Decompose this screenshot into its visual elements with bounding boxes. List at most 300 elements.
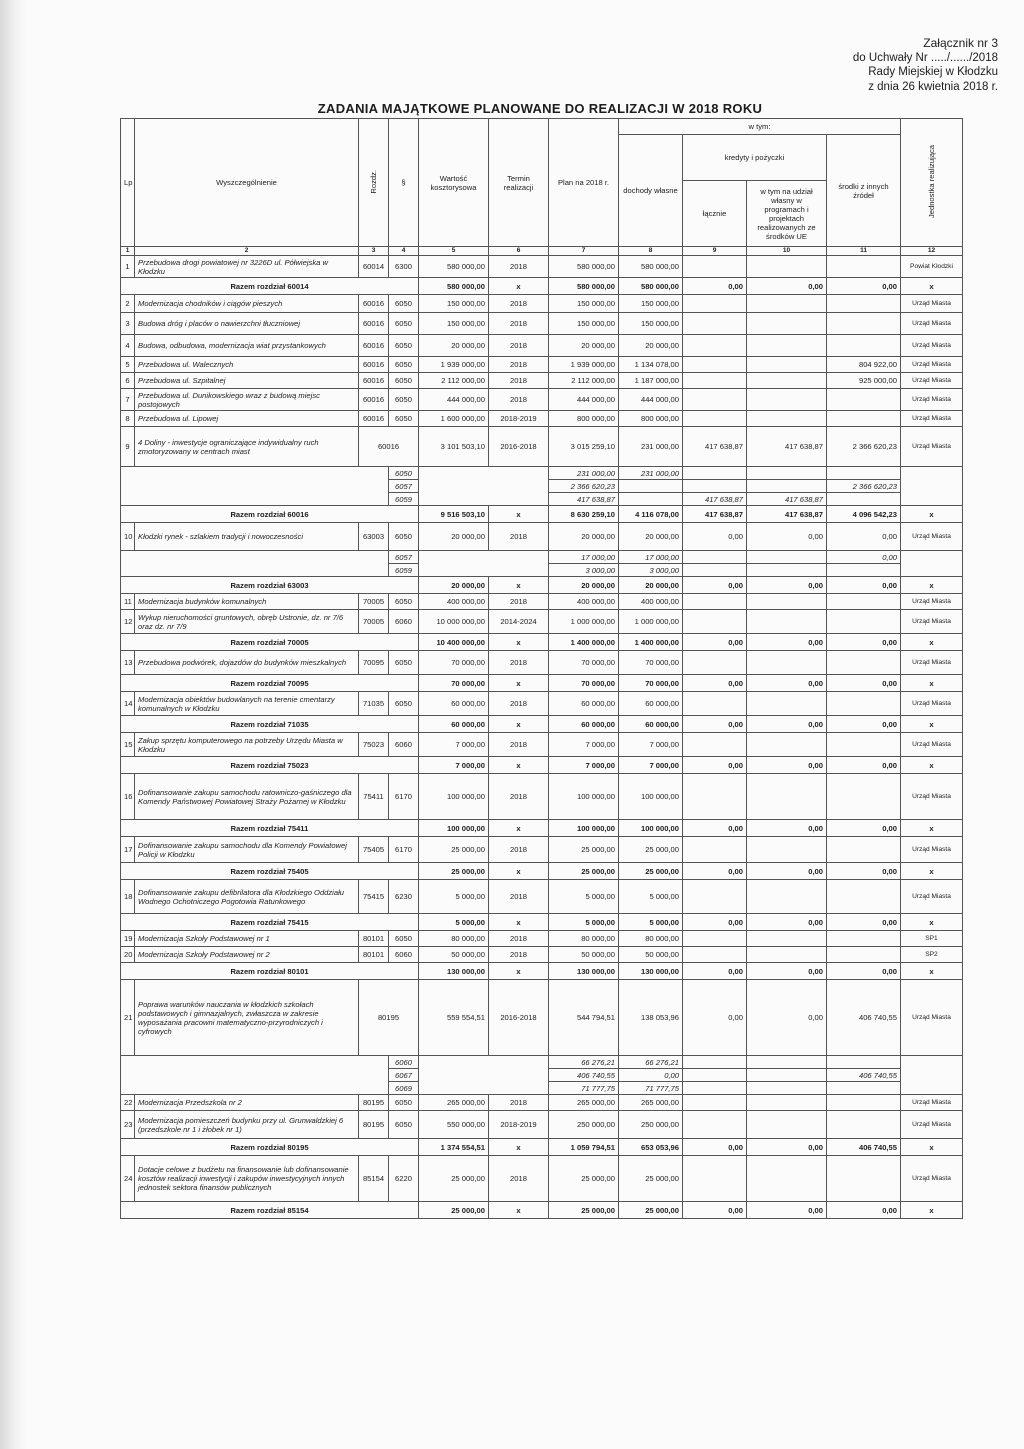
row-number: 4: [121, 335, 135, 357]
loans-total: [683, 1095, 747, 1111]
chapter-code: 80195: [359, 1111, 389, 1139]
own-revenue: 580 000,00: [619, 256, 683, 278]
paragraph-code: 6050: [389, 692, 419, 716]
paragraph-code: 6060: [389, 1056, 419, 1069]
own-revenue: 20 000,00: [619, 577, 683, 594]
other-sources: [827, 564, 901, 577]
cost-estimate: 5 000,00: [419, 880, 489, 914]
table-row: [121, 335, 963, 357]
plan-2018: 50 000,00: [549, 947, 619, 963]
cost-estimate: 3 101 503,10: [419, 427, 489, 467]
cost-estimate: 9 516 503,10: [419, 506, 489, 523]
table-row: [121, 523, 963, 551]
plan-2018: 66 276,21: [549, 1056, 619, 1069]
col-own-revenue: dochody własne: [619, 135, 683, 247]
chapter-code: 70005: [359, 594, 389, 610]
own-revenue: 800 000,00: [619, 411, 683, 427]
other-sources: 0,00: [827, 863, 901, 880]
other-sources: [827, 733, 901, 757]
chapter-total-row: [121, 863, 963, 880]
plan-2018: 8 630 259,10: [549, 506, 619, 523]
cost-estimate: 550 000,00: [419, 1111, 489, 1139]
blank-cell: [419, 551, 549, 577]
other-sources: [827, 947, 901, 963]
table-row: [121, 692, 963, 716]
loans-total: 0,00: [683, 863, 747, 880]
cost-estimate: 25 000,00: [419, 1202, 489, 1219]
executing-unit: x: [901, 863, 963, 880]
eu-share: [747, 480, 827, 493]
cost-estimate: 100 000,00: [419, 774, 489, 820]
executing-unit: Urząd Miasta: [901, 1156, 963, 1202]
blank-cell: [901, 467, 963, 506]
eu-share: [747, 610, 827, 634]
deadline: 2016-2018: [489, 427, 549, 467]
cost-estimate: 50 000,00: [419, 947, 489, 963]
eu-share: 417 638,87: [747, 506, 827, 523]
chapter-total-row: [121, 1139, 963, 1156]
chapter-total-row: [121, 1202, 963, 1219]
chapter-total-label: Razem rozdział 80195: [121, 1139, 419, 1156]
plan-2018: 20 000,00: [549, 577, 619, 594]
chapter-total-label: Razem rozdział 70095: [121, 675, 419, 692]
eu-share: 0,00: [747, 716, 827, 733]
executing-unit: x: [901, 914, 963, 931]
eu-share: 0,00: [747, 980, 827, 1056]
row-number: 21: [121, 980, 135, 1056]
column-number: 10: [747, 247, 827, 256]
document-title: ZADANIA MAJĄTKOWE PLANOWANE DO REALIZACJI W 2018 ROKU: [317, 101, 763, 116]
paragraph-code: 6170: [389, 774, 419, 820]
executing-unit: x: [901, 1202, 963, 1219]
paragraph-code: 6050: [389, 295, 419, 313]
loans-total: [683, 551, 747, 564]
task-description: Przebudowa drogi powiatowej nr 3226D ul. Półwiejska w Kłodzku: [135, 256, 359, 278]
eu-share: [747, 389, 827, 411]
loans-total: 0,00: [683, 963, 747, 980]
plan-2018: 580 000,00: [549, 256, 619, 278]
loans-total: 0,00: [683, 675, 747, 692]
table-row: [121, 610, 963, 634]
other-sources: 0,00: [827, 634, 901, 651]
cost-estimate: 70 000,00: [419, 651, 489, 675]
cost-estimate: 10 400 000,00: [419, 634, 489, 651]
own-revenue: 20 000,00: [619, 335, 683, 357]
eu-share: 0,00: [747, 820, 827, 837]
plan-2018: 150 000,00: [549, 295, 619, 313]
own-revenue: 1 000 000,00: [619, 610, 683, 634]
other-sources: [827, 692, 901, 716]
executing-unit: Urząd Miasta: [901, 1095, 963, 1111]
plan-2018: 1 400 000,00: [549, 634, 619, 651]
task-description: Budowa dróg i placów o nawierzchni tłuczniowej: [135, 313, 359, 335]
table-row: [121, 295, 963, 313]
paragraph-code: 6060: [389, 610, 419, 634]
other-sources: [827, 594, 901, 610]
col-executing-unit-label: Jednostka realizująca: [927, 144, 936, 219]
paragraph-code: 6050: [389, 373, 419, 389]
row-number: 12: [121, 610, 135, 634]
eu-share: [747, 1111, 827, 1139]
chapter-code: 75415: [359, 880, 389, 914]
column-number: 6: [489, 247, 549, 256]
own-revenue: 5 000,00: [619, 880, 683, 914]
chapter-total-label: Razem rozdział 85154: [121, 1202, 419, 1219]
table-row: [121, 373, 963, 389]
task-description: Dofinansowanie zakupu samochodu ratowniczo-gaśniczego dla Komendy Państwowej Powiatowej Straży Pożarnej w Kłodzku: [135, 774, 359, 820]
table-row: [121, 774, 963, 820]
chapter-code: 60016: [359, 389, 389, 411]
own-revenue: 250 000,00: [619, 1111, 683, 1139]
executing-unit: Urząd Miasta: [901, 651, 963, 675]
loans-total: [683, 931, 747, 947]
row-number: 11: [121, 594, 135, 610]
own-revenue: 130 000,00: [619, 963, 683, 980]
executing-unit: Urząd Miasta: [901, 692, 963, 716]
paragraph-code: 6069: [389, 1082, 419, 1095]
subtotal-paragraph-row: [121, 1056, 963, 1069]
chapter-total-row: [121, 757, 963, 774]
row-number: 8: [121, 411, 135, 427]
row-number: 18: [121, 880, 135, 914]
loans-total: 0,00: [683, 914, 747, 931]
other-sources: [827, 467, 901, 480]
eu-share: 0,00: [747, 675, 827, 692]
other-sources: 0,00: [827, 675, 901, 692]
own-revenue: 7 000,00: [619, 733, 683, 757]
loans-total: [683, 880, 747, 914]
plan-2018: 71 777,75: [549, 1082, 619, 1095]
plan-2018: 3 000,00: [549, 564, 619, 577]
deadline: 2016-2018: [489, 980, 549, 1056]
row-number: 17: [121, 837, 135, 863]
eu-share: 417 638,87: [747, 493, 827, 506]
executing-unit: Urząd Miasta: [901, 733, 963, 757]
eu-share: 0,00: [747, 577, 827, 594]
paragraph-code: 6050: [389, 523, 419, 551]
other-sources: 0,00: [827, 914, 901, 931]
other-sources: [827, 389, 901, 411]
table-row: [121, 947, 963, 963]
executing-unit: x: [901, 278, 963, 295]
task-description: Dofinansowanie zakupu samochodu dla Komendy Powiatowej Policji w Kłodzku: [135, 837, 359, 863]
loans-total: 0,00: [683, 757, 747, 774]
plan-2018: 1 000 000,00: [549, 610, 619, 634]
col-paragraph: §: [389, 119, 419, 247]
deadline: 2018: [489, 1156, 549, 1202]
eu-share: [747, 931, 827, 947]
row-number: 16: [121, 774, 135, 820]
loans-total: 417 638,87: [683, 493, 747, 506]
other-sources: 4 096 542,23: [827, 506, 901, 523]
other-sources: [827, 411, 901, 427]
executing-unit: SP1: [901, 931, 963, 947]
eu-share: [747, 594, 827, 610]
plan-2018: 800 000,00: [549, 411, 619, 427]
table-row: [121, 357, 963, 373]
task-description: Modernizacja Przedszkola nr 2: [135, 1095, 359, 1111]
other-sources: 406 740,55: [827, 1139, 901, 1156]
loans-total: 0,00: [683, 1202, 747, 1219]
table-row: [121, 1156, 963, 1202]
eu-share: [747, 256, 827, 278]
table-row: [121, 427, 963, 467]
task-description: Modernizacja chodników i ciągów pieszych: [135, 295, 359, 313]
plan-2018: 25 000,00: [549, 1156, 619, 1202]
eu-share: [747, 651, 827, 675]
own-revenue: 25 000,00: [619, 1156, 683, 1202]
loans-total: 0,00: [683, 716, 747, 733]
plan-2018: 25 000,00: [549, 837, 619, 863]
loans-total: 0,00: [683, 820, 747, 837]
other-sources: [827, 774, 901, 820]
chapter-code: 80195: [359, 980, 419, 1056]
eu-share: 0,00: [747, 1202, 827, 1219]
plan-2018: 150 000,00: [549, 313, 619, 335]
cost-estimate: 7 000,00: [419, 733, 489, 757]
executing-unit: x: [901, 757, 963, 774]
loans-total: [683, 256, 747, 278]
plan-2018: 25 000,00: [549, 863, 619, 880]
paragraph-code: 6050: [389, 411, 419, 427]
plan-2018: 60 000,00: [549, 716, 619, 733]
deadline: x: [489, 757, 549, 774]
executing-unit: x: [901, 963, 963, 980]
attachment-number: Załącznik nr 3: [923, 36, 998, 50]
executing-unit: Urząd Miasta: [901, 389, 963, 411]
paragraph-code: 6050: [389, 1111, 419, 1139]
deadline: 2018: [489, 1095, 549, 1111]
eu-share: 0,00: [747, 1139, 827, 1156]
investment-tasks-table: [120, 118, 963, 1219]
executing-unit: Urząd Miasta: [901, 427, 963, 467]
own-revenue: 150 000,00: [619, 295, 683, 313]
executing-unit: x: [901, 716, 963, 733]
cost-estimate: 25 000,00: [419, 863, 489, 880]
plan-2018: 100 000,00: [549, 774, 619, 820]
own-revenue: 17 000,00: [619, 551, 683, 564]
deadline: 2018: [489, 692, 549, 716]
other-sources: 0,00: [827, 523, 901, 551]
task-description: Modernizacja budynków komunalnych: [135, 594, 359, 610]
cost-estimate: 7 000,00: [419, 757, 489, 774]
deadline: 2018: [489, 335, 549, 357]
column-number: 9: [683, 247, 747, 256]
plan-2018: 70 000,00: [549, 675, 619, 692]
other-sources: [827, 313, 901, 335]
row-number: 3: [121, 313, 135, 335]
deadline: x: [489, 675, 549, 692]
loans-total: [683, 373, 747, 389]
cost-estimate: 70 000,00: [419, 675, 489, 692]
chapter-code: 80101: [359, 947, 389, 963]
deadline: x: [489, 1202, 549, 1219]
chapter-total-label: Razem rozdział 75023: [121, 757, 419, 774]
other-sources: 2 366 620,23: [827, 480, 901, 493]
task-description: Przebudowa ul. Lipowej: [135, 411, 359, 427]
other-sources: 0,00: [827, 820, 901, 837]
row-number: 13: [121, 651, 135, 675]
paragraph-code: 6050: [389, 357, 419, 373]
paragraph-code: 6057: [389, 480, 419, 493]
loans-total: [683, 480, 747, 493]
own-revenue: 7 000,00: [619, 757, 683, 774]
cost-estimate: 150 000,00: [419, 313, 489, 335]
own-revenue: 138 053,96: [619, 980, 683, 1056]
loans-total: 417 638,87: [683, 506, 747, 523]
deadline: 2018: [489, 837, 549, 863]
eu-share: [747, 467, 827, 480]
loans-total: [683, 335, 747, 357]
resolution-date: z dnia 26 kwietnia 2018 r.: [868, 80, 998, 93]
chapter-total-row: [121, 278, 963, 295]
plan-2018: 100 000,00: [549, 820, 619, 837]
eu-share: [747, 357, 827, 373]
deadline: 2018: [489, 594, 549, 610]
blank-cell: [121, 467, 389, 506]
plan-2018: 265 000,00: [549, 1095, 619, 1111]
plan-2018: 544 794,51: [549, 980, 619, 1056]
own-revenue: 1 187 000,00: [619, 373, 683, 389]
paragraph-code: 6050: [389, 335, 419, 357]
paragraph-code: 6050: [389, 389, 419, 411]
task-description: Poprawa warunków nauczania w kłodzkich szkołach podstawowych i gimnazjalnych, zwłaszcza w zakresie wyposażania pracowni matematyczno-przyrodniczych i cyfrowych: [135, 980, 359, 1056]
loans-total: [683, 564, 747, 577]
deadline: x: [489, 914, 549, 931]
chapter-total-row: [121, 506, 963, 523]
blank-cell: [121, 1056, 389, 1095]
plan-2018: 7 000,00: [549, 757, 619, 774]
table-row: [121, 389, 963, 411]
other-sources: [827, 931, 901, 947]
other-sources: 0,00: [827, 1202, 901, 1219]
task-description: Przebudowa podwórek, dojazdów do budynków mieszkalnych: [135, 651, 359, 675]
loans-total: [683, 295, 747, 313]
paragraph-code: 6050: [389, 651, 419, 675]
cost-estimate: 20 000,00: [419, 523, 489, 551]
eu-share: [747, 335, 827, 357]
executing-unit: Urząd Miasta: [901, 335, 963, 357]
eu-share: [747, 411, 827, 427]
eu-share: [747, 1095, 827, 1111]
table-row: [121, 411, 963, 427]
task-description: Dotacje celowe z budżetu na finansowanie lub dofinansowanie kosztów realizacji inwestycji i zakupów inwestycyjnych innych jednostek sektora finansów publicznych: [135, 1156, 359, 1202]
chapter-code: 63003: [359, 523, 389, 551]
cost-estimate: 1 600 000,00: [419, 411, 489, 427]
col-plan-2018: Plan na 2018 r.: [549, 119, 619, 247]
eu-share: 0,00: [747, 523, 827, 551]
col-including: w tym:: [619, 119, 901, 135]
chapter-code: 70005: [359, 610, 389, 634]
plan-2018: 25 000,00: [549, 1202, 619, 1219]
chapter-code: 60016: [359, 313, 389, 335]
loans-total: [683, 1056, 747, 1069]
row-number: 1: [121, 256, 135, 278]
other-sources: 804 922,00: [827, 357, 901, 373]
executing-unit: Urząd Miasta: [901, 295, 963, 313]
deadline: x: [489, 820, 549, 837]
loans-total: [683, 1069, 747, 1082]
deadline: 2018: [489, 651, 549, 675]
paragraph-code: 6300: [389, 256, 419, 278]
deadline: 2018: [489, 880, 549, 914]
other-sources: 925 000,00: [827, 373, 901, 389]
paragraph-code: 6050: [389, 594, 419, 610]
scan-edge-shadow: [0, 0, 28, 1449]
chapter-code: 75023: [359, 733, 389, 757]
col-description: Wyszczególnienie: [135, 119, 359, 247]
task-description: Wykup nieruchomości gruntowych, obręb Ustronie, dz. nr 7/6 oraz dz. nr 7/9: [135, 610, 359, 634]
row-number: 24: [121, 1156, 135, 1202]
eu-share: [747, 1069, 827, 1082]
deadline: 2018: [489, 313, 549, 335]
executing-unit: Urząd Miasta: [901, 980, 963, 1056]
task-description: Przebudowa ul. Walecznych: [135, 357, 359, 373]
other-sources: 406 740,55: [827, 980, 901, 1056]
executing-unit: Urząd Miasta: [901, 313, 963, 335]
row-number: 20: [121, 947, 135, 963]
deadline: 2018-2019: [489, 411, 549, 427]
loans-total: [683, 610, 747, 634]
loans-total: [683, 594, 747, 610]
eu-share: [747, 373, 827, 389]
chapter-code: 60016: [359, 373, 389, 389]
loans-total: [683, 692, 747, 716]
row-number: 6: [121, 373, 135, 389]
table-row: [121, 256, 963, 278]
plan-2018: 130 000,00: [549, 963, 619, 980]
blank-cell: [121, 551, 389, 577]
own-revenue: 1 134 078,00: [619, 357, 683, 373]
chapter-total-label: Razem rozdział 60016: [121, 506, 419, 523]
chapter-code: 85154: [359, 1156, 389, 1202]
paragraph-code: 6170: [389, 837, 419, 863]
blank-cell: [419, 467, 549, 506]
executing-unit: x: [901, 577, 963, 594]
plan-2018: 80 000,00: [549, 931, 619, 947]
executing-unit: Urząd Miasta: [901, 357, 963, 373]
loans-total: 0,00: [683, 1139, 747, 1156]
task-description: 4 Doliny - inwestycje ograniczające indywidualny ruch zmotoryzowany w centrach miast: [135, 427, 359, 467]
task-description: Kłodzki rynek - szlakiem tradycji i nowoczesności: [135, 523, 359, 551]
own-revenue: 25 000,00: [619, 837, 683, 863]
col-other-sources: środki z innych źródeł: [827, 135, 901, 247]
loans-total: [683, 733, 747, 757]
own-revenue: 100 000,00: [619, 774, 683, 820]
other-sources: [827, 880, 901, 914]
own-revenue: 4 116 078,00: [619, 506, 683, 523]
row-number: 2: [121, 295, 135, 313]
paragraph-code: 6059: [389, 564, 419, 577]
cost-estimate: 25 000,00: [419, 837, 489, 863]
cost-estimate: 20 000,00: [419, 577, 489, 594]
paragraph-code: 6060: [389, 947, 419, 963]
chapter-code: 60016: [359, 335, 389, 357]
own-revenue: 60 000,00: [619, 716, 683, 733]
own-revenue: 1 400 000,00: [619, 634, 683, 651]
other-sources: 0,00: [827, 963, 901, 980]
paragraph-code: 6057: [389, 551, 419, 564]
cost-estimate: 5 000,00: [419, 914, 489, 931]
cost-estimate: 444 000,00: [419, 389, 489, 411]
other-sources: [827, 610, 901, 634]
plan-2018: 231 000,00: [549, 467, 619, 480]
executing-unit: Powiat Kłodzki: [901, 256, 963, 278]
own-revenue: 231 000,00: [619, 427, 683, 467]
row-number: 15: [121, 733, 135, 757]
chapter-total-label: Razem rozdział 75405: [121, 863, 419, 880]
deadline: 2018: [489, 373, 549, 389]
